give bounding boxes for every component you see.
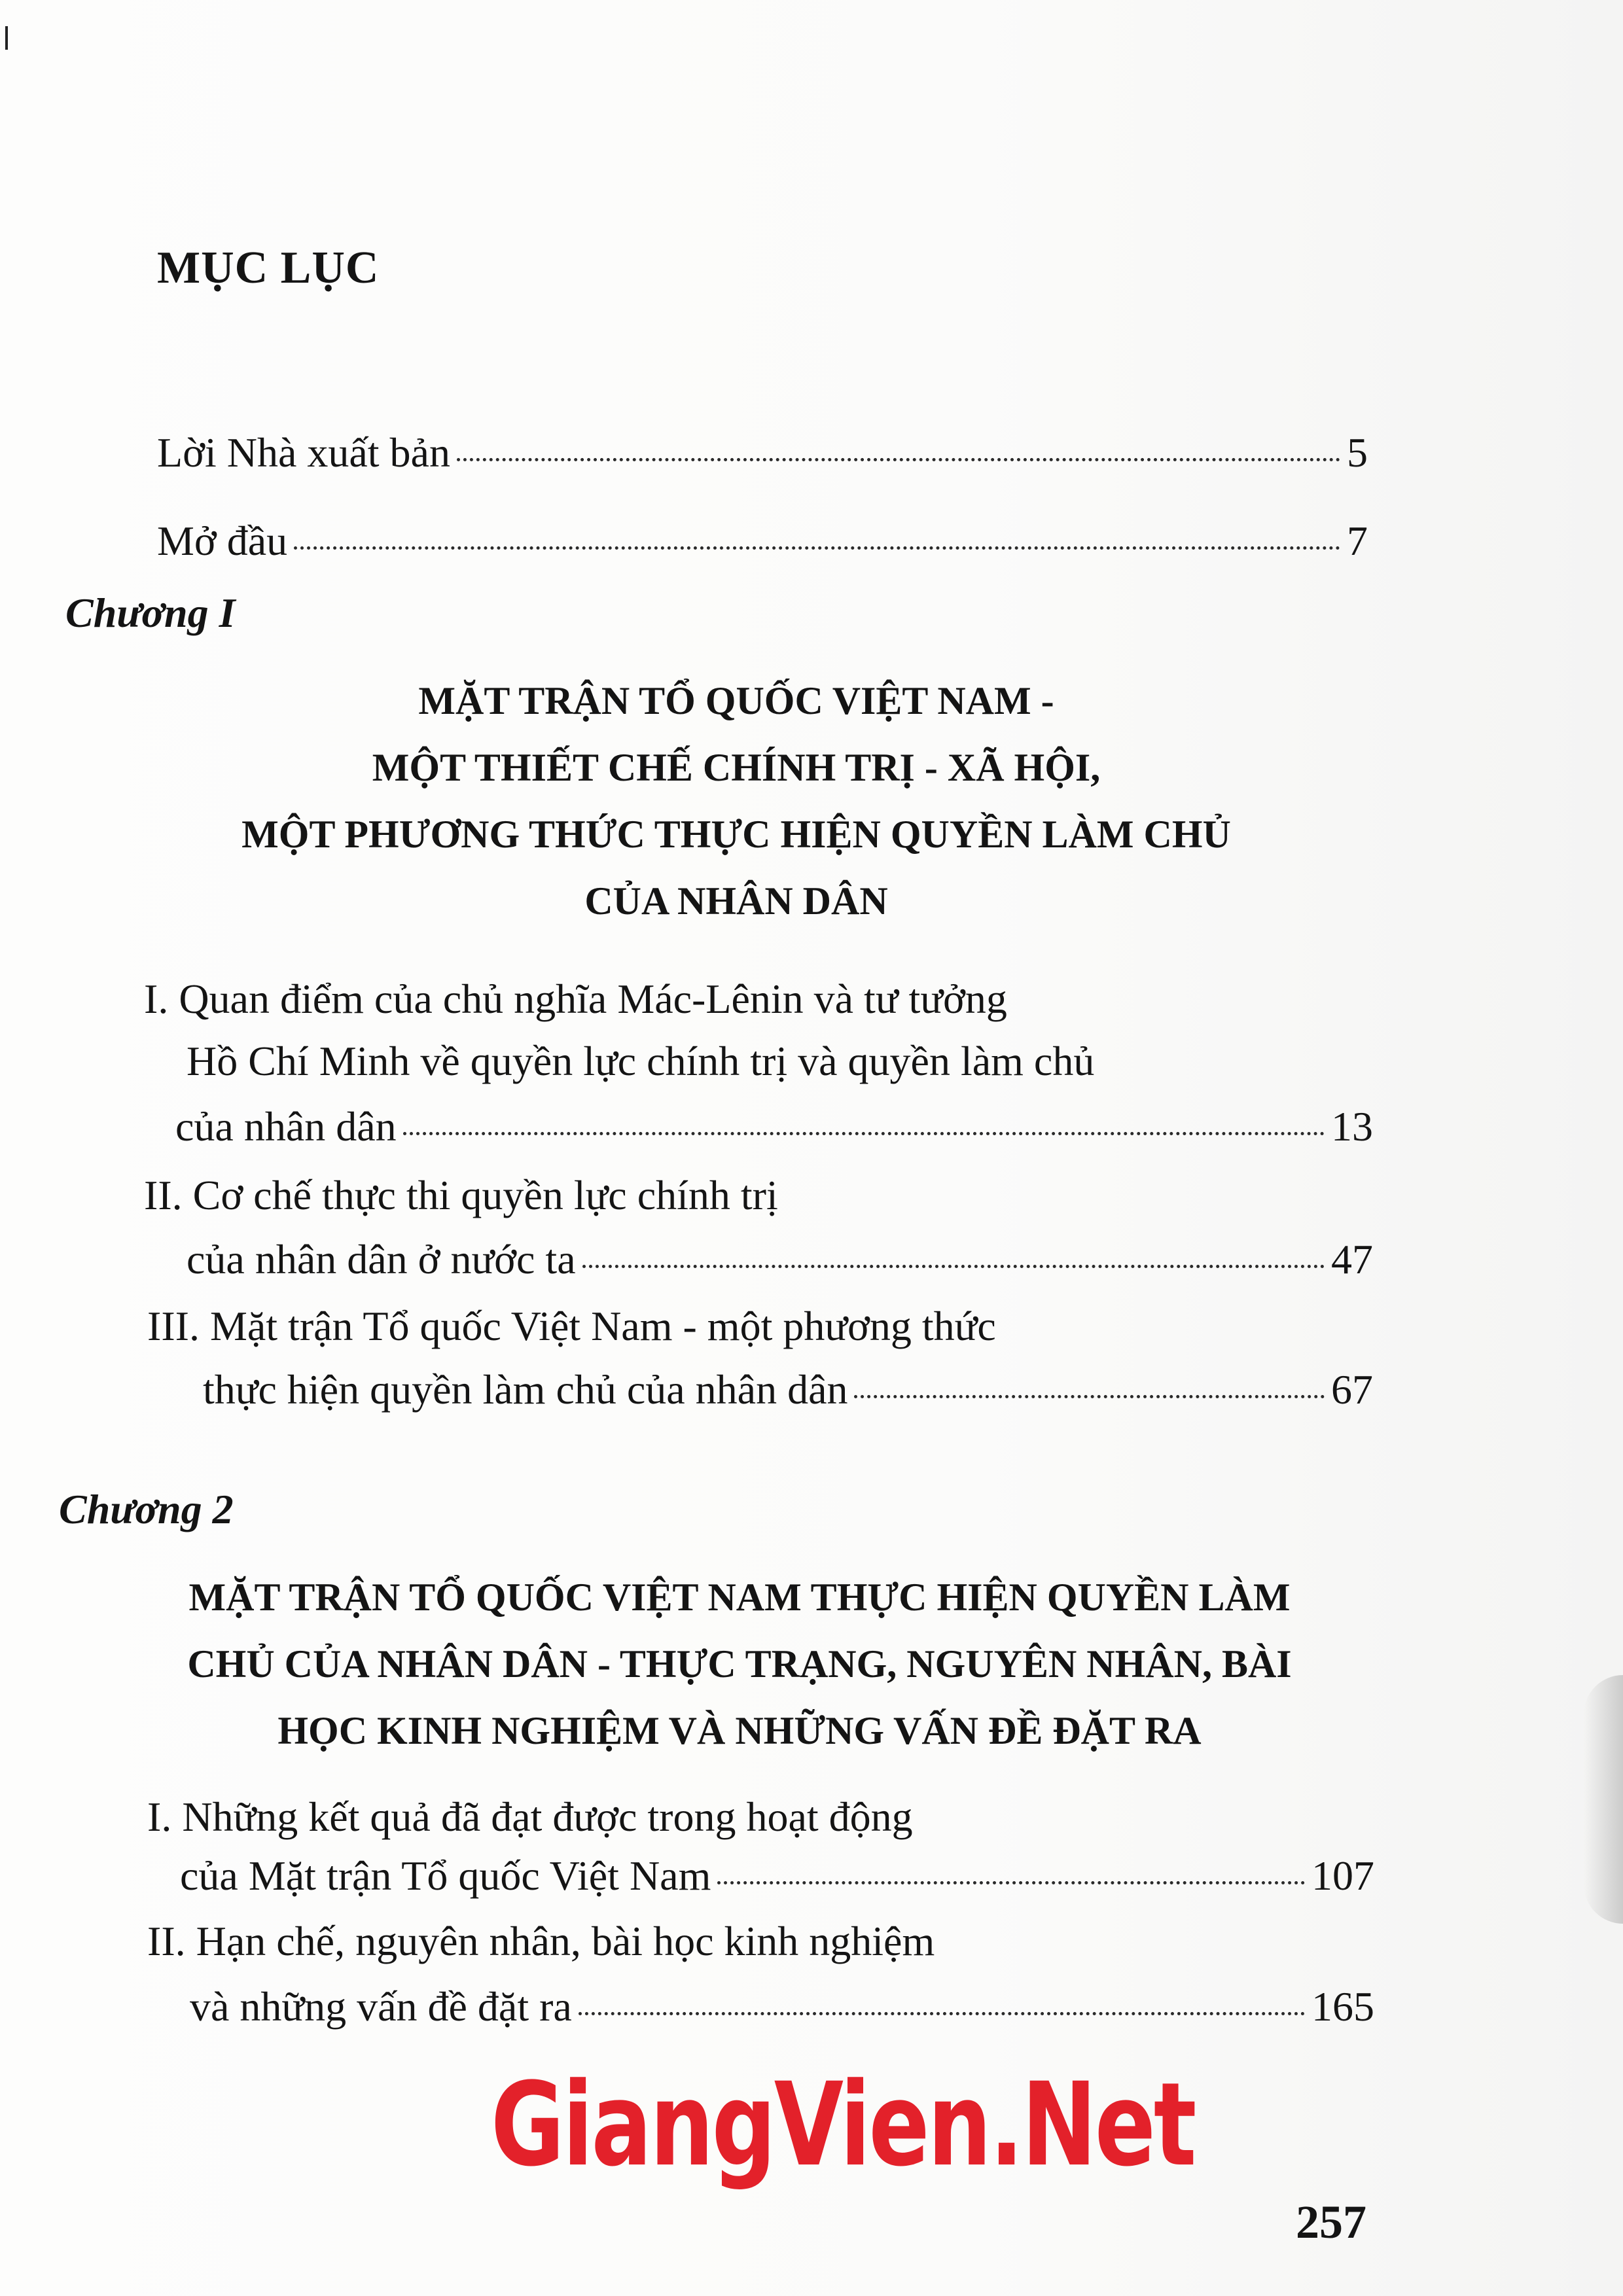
page-title: MỤC LỤC — [157, 243, 380, 293]
chapter-title-line: CHỦ CỦA NHÂN DÂN - THỰC TRẠNG, NGUYÊN NHÂN, BÀI — [187, 1642, 1292, 1686]
chapter-title-line: CỦA NHÂN DÂN — [584, 879, 888, 923]
toc-page-number: 5 — [1347, 429, 1368, 476]
page-number: 257 — [1296, 2196, 1366, 2248]
toc-page-number: 7 — [1347, 518, 1368, 564]
chapter-1-label: Chương I — [65, 590, 236, 636]
toc-entry-introduction[interactable] — [157, 520, 1368, 562]
chapter-title-line: MẶT TRẬN TỔ QUỐC VIỆT NAM - — [418, 679, 1054, 722]
toc-page-number: 13 — [1331, 1103, 1373, 1150]
dot-leader — [457, 458, 1340, 461]
toc-entry-label: của Mặt trận Tổ quốc Việt Nam — [180, 1852, 711, 1899]
dot-leader — [717, 1881, 1305, 1884]
toc-entry-label: Mở đầu — [157, 518, 288, 564]
toc-page-number: 165 — [1311, 1983, 1374, 2030]
toc-entry-label: và những vấn đề đặt ra — [190, 1983, 572, 2030]
page-curl-shadow — [1584, 1675, 1623, 1924]
chapter-title-line: MỘT PHƯƠNG THỨC THỰC HIỆN QUYỀN LÀM CHỦ — [241, 813, 1231, 856]
toc-entry-2-1-line-1[interactable]: I. Những kết quả đã đạt được trong hoạt động — [147, 1793, 913, 1840]
toc-page-number: 107 — [1311, 1852, 1374, 1899]
toc-entry-2-2[interactable] — [190, 1983, 1374, 2030]
chapter-2-label: Chương 2 — [59, 1486, 234, 1532]
toc-entry-1-1-line-1[interactable]: I. Quan điểm của chủ nghĩa Mác-Lênin và tư tưởng — [144, 976, 1007, 1022]
chapter-title-line: MỘT THIẾT CHẾ CHÍNH TRỊ - XÃ HỘI, — [372, 746, 1101, 789]
toc-entry-label: của nhân dân — [175, 1103, 397, 1150]
toc-entry-1-2-line-1[interactable]: II. Cơ chế thực thi quyền lực chính trị — [144, 1172, 778, 1218]
toc-entry-2-2-line-1[interactable]: II. Hạn chế, nguyên nhân, bài học kinh nghiệm — [147, 1918, 935, 1964]
toc-entry-1-3[interactable] — [203, 1366, 1373, 1413]
toc-entry-label: Lời Nhà xuất bản — [157, 429, 450, 476]
dot-leader — [854, 1395, 1325, 1398]
toc-entry-1-2[interactable] — [187, 1236, 1373, 1282]
dot-leader — [582, 1265, 1325, 1268]
toc-page-number: 67 — [1331, 1366, 1373, 1413]
chapter-1-title — [85, 667, 1387, 934]
toc-entry-1-3-line-1[interactable]: III. Mặt trận Tổ quốc Việt Nam - một phương thức — [147, 1303, 996, 1349]
chapter-2-title — [85, 1564, 1394, 1764]
toc-entry-1-1[interactable] — [175, 1103, 1373, 1150]
toc-entry-publisher-note[interactable] — [157, 429, 1368, 476]
toc-entry-label: thực hiện quyền làm chủ của nhân dân — [203, 1366, 848, 1413]
scan-edge-mark — [5, 26, 8, 50]
dot-leader — [403, 1132, 1325, 1135]
toc-entry-2-1[interactable] — [180, 1852, 1374, 1899]
toc-page-number: 47 — [1331, 1236, 1373, 1282]
dot-leader — [579, 2012, 1305, 2015]
dot-leader — [294, 546, 1340, 550]
watermark-logo: GiangVien.Net — [491, 2058, 1195, 2192]
chapter-title-line: HỌC KINH NGHIỆM VÀ NHỮNG VẤN ĐỀ ĐẶT RA — [277, 1709, 1202, 1752]
toc-entry-1-1-line-2[interactable]: Hồ Chí Minh về quyền lực chính trị và quyền làm chủ — [187, 1038, 1095, 1084]
toc-entry-label: của nhân dân ở nước ta — [187, 1236, 576, 1282]
chapter-title-line: MẶT TRẬN TỔ QUỐC VIỆT NAM THỰC HIỆN QUYỀN LÀM — [188, 1576, 1291, 1619]
